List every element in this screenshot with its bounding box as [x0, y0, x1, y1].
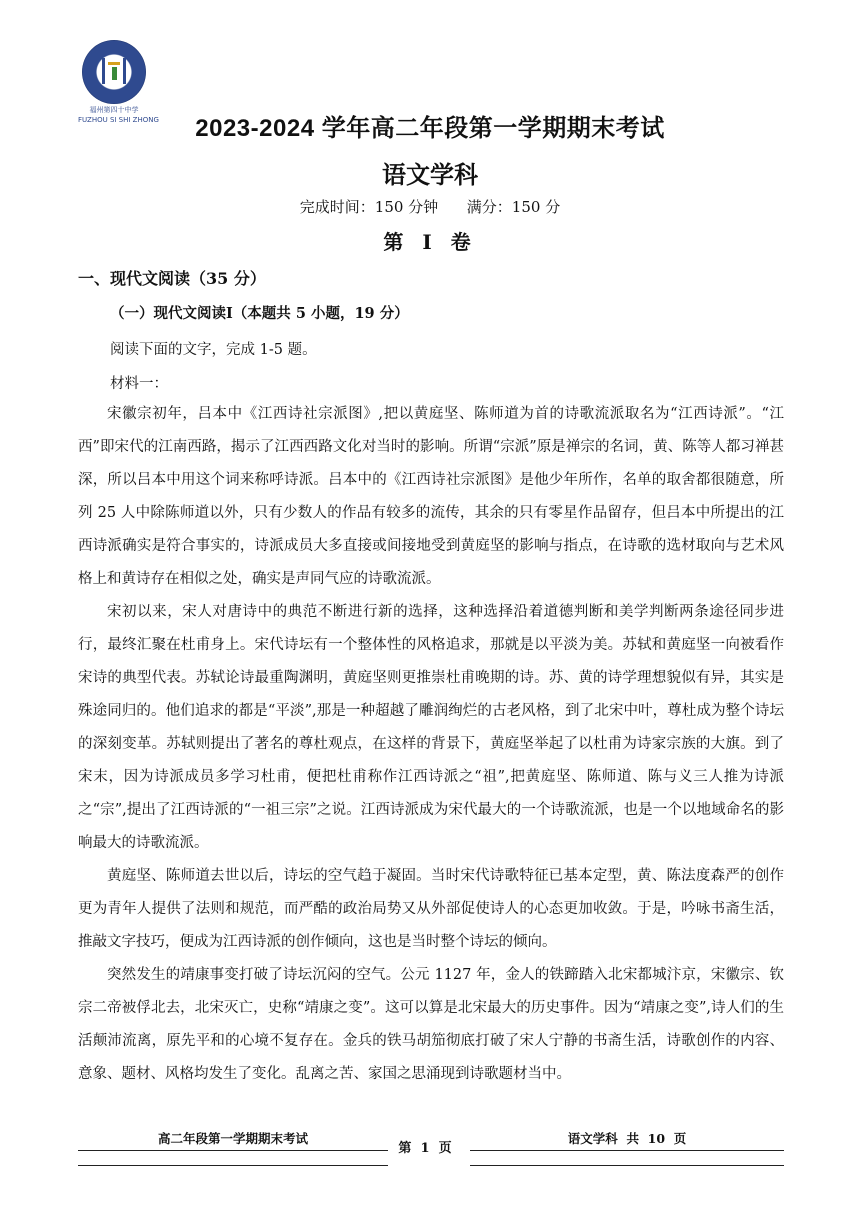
- exam-info: 完成时间：150 分钟 满分：150 分: [299, 198, 561, 216]
- reading-instruction: 阅读下面的文字，完成 1-5 题。: [110, 342, 317, 358]
- paragraph: 宋初以来，宋人对唐诗中的典范不断进行新的选择，这种选择沿着道德判断和美学判断两条途径同步进行，最终汇聚在杜甫身上。宋代诗坛有一个整体性的风格追求，那就是以平淡为美。苏轼和黄庭坚一向被看作宋诗的典型代表。苏轼论诗最重陶渊明，黄庭坚则更推崇杜甫晚期的诗。苏、黄的诗学理想貌似有异，其实是殊途同归的。他们追求的都是“平淡”,那是一种超越了雕润绚烂的古老风格，到了北宋中叶，尊杜成为整个诗坛的深刻变革。苏轼则提出了著名的尊杜观点，在这样的背景下，黄庭坚举起了以杜甫为诗家宗族的大旗。到了宋末，因为诗派成员多学习杜甫，便把杜甫称作江西诗派之“祖”,把黄庭坚、陈师道、陈与义三人推为诗派之“宗”,提出了江西诗派的“一祖三宗”之说。江西诗派成为宋代最大的一个诗歌流派，也是一个以地域命名的影响最大的诗歌流派。: [78, 604, 784, 851]
- reading-passage: [78, 398, 784, 1091]
- logo-label-en: FUZHOU SI SHI ZHONG: [78, 116, 159, 124]
- footer-divider: [78, 1165, 388, 1166]
- school-emblem-icon: [82, 40, 146, 104]
- exam-title: 2023-2024 学年高二年段第一学期期末考试: [195, 115, 665, 142]
- sub-section-heading: （一）现代文阅读Ⅰ（本题共 5 小题，19 分）: [110, 305, 409, 322]
- material-label: 材料一：: [110, 376, 168, 392]
- volume-label: 第 I 卷: [383, 230, 477, 254]
- page-footer: [0, 1123, 860, 1173]
- subject-title: 语文学科: [382, 162, 478, 189]
- footer-exam-name: 高二年段第一学期期末考试: [157, 1131, 308, 1146]
- section-heading: 一、现代文阅读（35 分）: [78, 269, 266, 288]
- logo-label-cn: 福州第四十中学: [89, 106, 139, 114]
- paragraph: 黄庭坚、陈师道去世以后，诗坛的空气趋于凝固。当时宋代诗歌特征已基本定型，黄、陈法度森严的创作更为青年人提供了法则和规范，而严酷的政治局势又从外部促使诗人的心态更加收敛。于是，吟咏书斋生活，推敲文字技巧，便成为江西诗派的创作倾向，这也是当时整个诗坛的倾向。: [78, 868, 784, 950]
- footer-divider: [470, 1150, 784, 1151]
- footer-divider: [470, 1165, 784, 1166]
- paragraph: 宋徽宗初年，吕本中《江西诗社宗派图》,把以黄庭坚、陈师道为首的诗歌流派取名为“江西诗派”。“江西”即宋代的江南西路，揭示了江西西路文化对当时的影响。所谓“宗派”原是禅宗的名词，黄、陈等人都习禅甚深，所以吕本中用这个词来称呼诗派。吕本中的《江西诗社宗派图》是他少年所作，名单的取舍都很随意，所列 25 人中除陈师道以外，只有少数人的作品有较多的流传，其余的只有零星作品留存，但吕本中所提出的江西诗派确实是符合事实的，诗派成员大多直接或间接地受到黄庭坚的影响与指点，在诗歌的选材取向与艺术风格上和黄诗存在相似之处，确实是声同气应的诗歌流派。: [78, 406, 784, 587]
- footer-divider: [78, 1150, 388, 1151]
- footer-page-number: 第 1 页: [398, 1141, 452, 1156]
- paragraph: 突然发生的靖康事变打破了诗坛沉闷的空气。公元 1127 年，金人的铁蹄踏入北宋都城汴京，宋徽宗、钦宗二帝被俘北去，北宋灭亡，史称“靖康之变”。这可以算是北宋最大的历史事件。因为“靖康之变”,诗人们的生活颠沛流离，原先平和的心境不复存在。金兵的铁马胡笳彻底打破了宋人宁静的书斋生活，诗歌创作的内容、意象、题材、风格均发生了变化。乱离之苦、家国之思涌现到诗歌题材当中。: [78, 967, 784, 1082]
- footer-subject-total: 语文学科 共 10 页: [567, 1131, 687, 1146]
